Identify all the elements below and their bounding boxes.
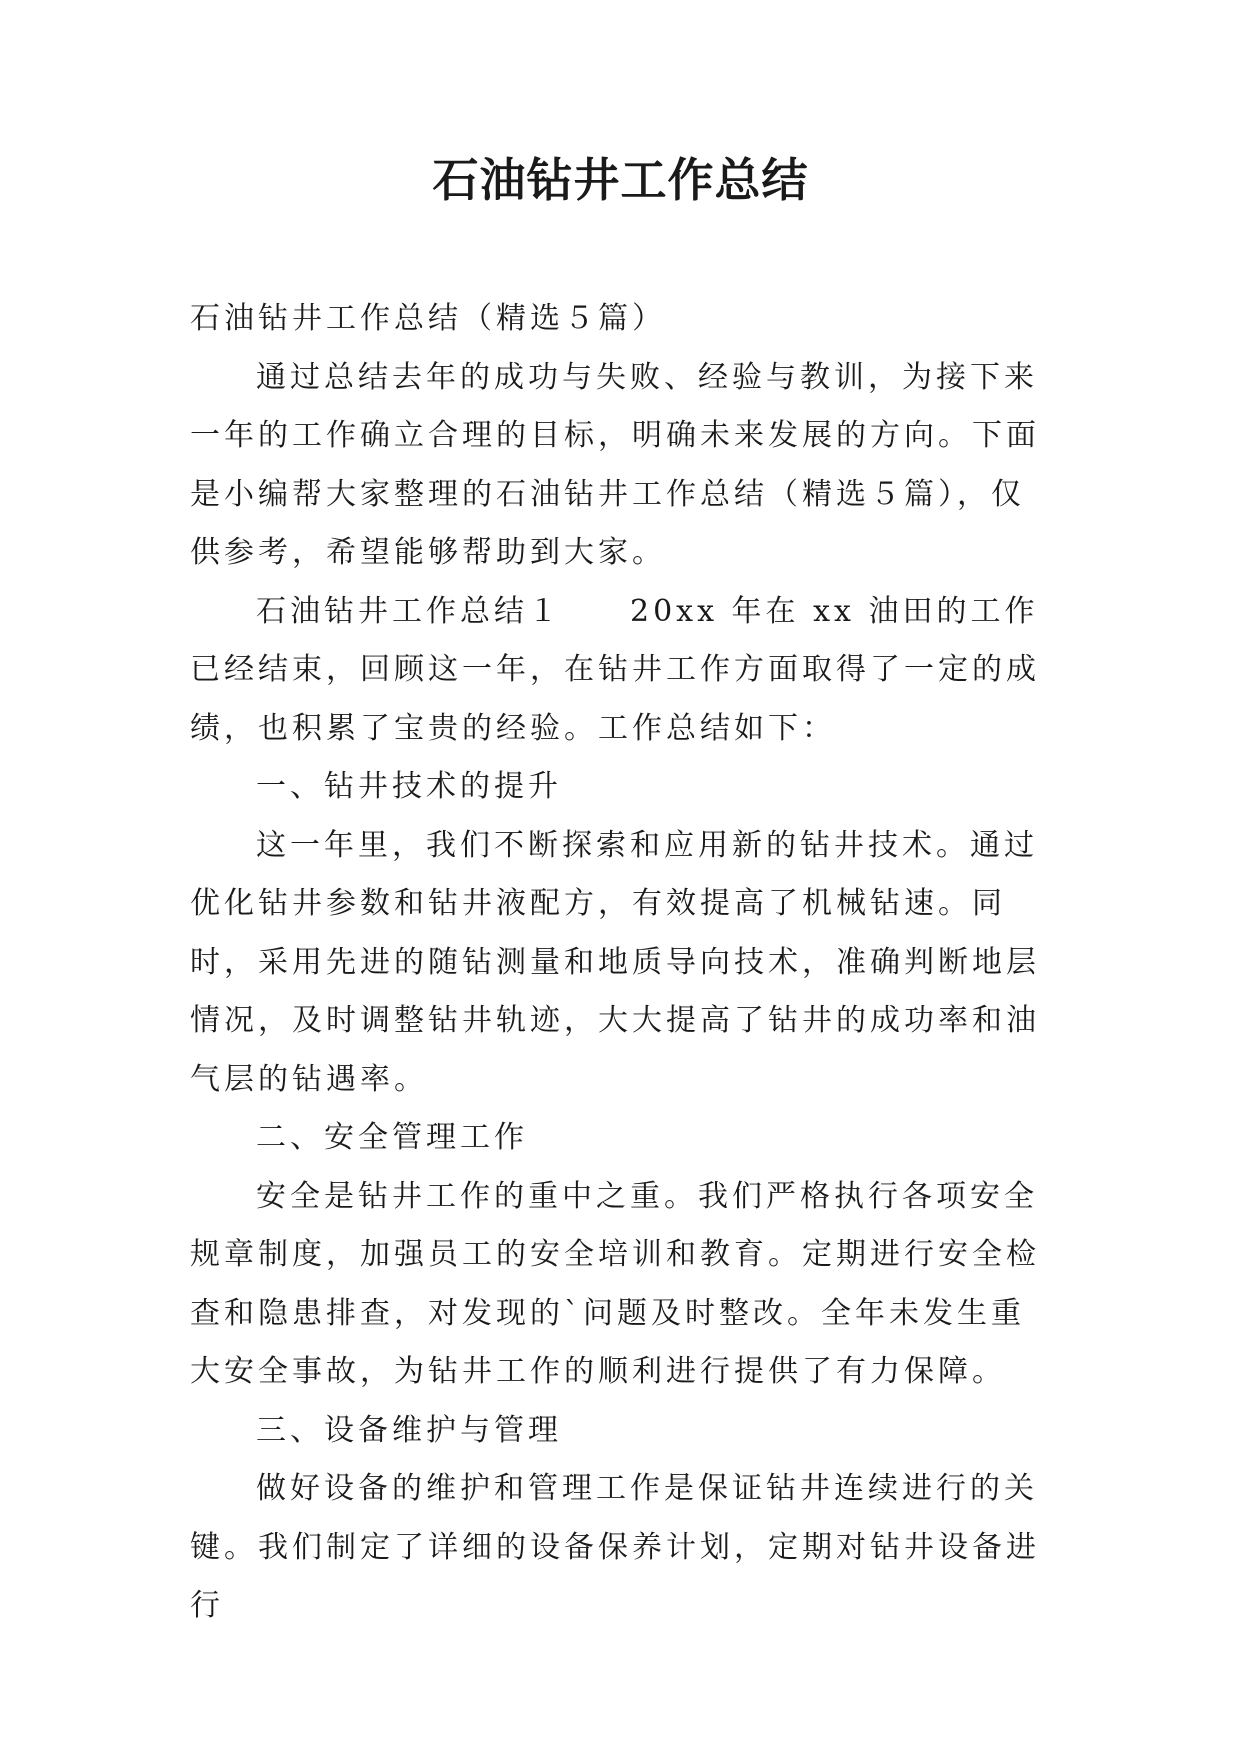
intro-paragraph: 通过总结去年的成功与失败、经验与教训，为接下来一年的工作确立合理的目标，明确未来发展的方向。下面是小编帮大家整理的石油钻井工作总结（精选５篇），仅供参考，希望能够帮助到大家。 bbox=[190, 359, 1040, 570]
summary-1-paragraph: 石油钻井工作总结１ 20xx 年在 xx 油田的工作已经结束，回顾这一年，在钻井工作方面取得了一定的成绩，也积累了宝贵的经验。工作总结如下： bbox=[190, 593, 1040, 746]
document-subtitle: 石油钻井工作总结（精选５篇） bbox=[190, 301, 666, 336]
section-heading-safety-management: 二、安全管理工作 bbox=[256, 1120, 528, 1155]
document-body bbox=[190, 290, 1050, 1636]
section-heading-drilling-technology: 一、钻井技术的提升 bbox=[256, 769, 562, 804]
safety-management-paragraph: 安全是钻井工作的重中之重。我们严格执行各项安全规章制度，加强员工的安全培训和教育。定期进行安全检查和隐患排查，对发现的`问题及时整改。全年未发生重大安全事故，为钻井工作的顺利进行提供了有力保障。 bbox=[190, 1178, 1040, 1389]
equipment-maintenance-paragraph: 做好设备的维护和管理工作是保证钻井连续进行的关键。我们制定了详细的设备保养计划，定期对钻井设备进行 bbox=[190, 1471, 1040, 1623]
drilling-technology-paragraph: 这一年里，我们不断探索和应用新的钻井技术。通过优化钻井参数和钻井液配方，有效提高了机械钻速。同时，采用先进的随钻测量和地质导向技术，准确判断地层情况，及时调整钻井轨迹，大大提高了钻井的成功率和油气层的钻遇率。 bbox=[190, 827, 1040, 1097]
page-title: 石油钻井工作总结 bbox=[432, 153, 809, 207]
section-heading-equipment-maintenance: 三、设备维护与管理 bbox=[256, 1412, 562, 1448]
